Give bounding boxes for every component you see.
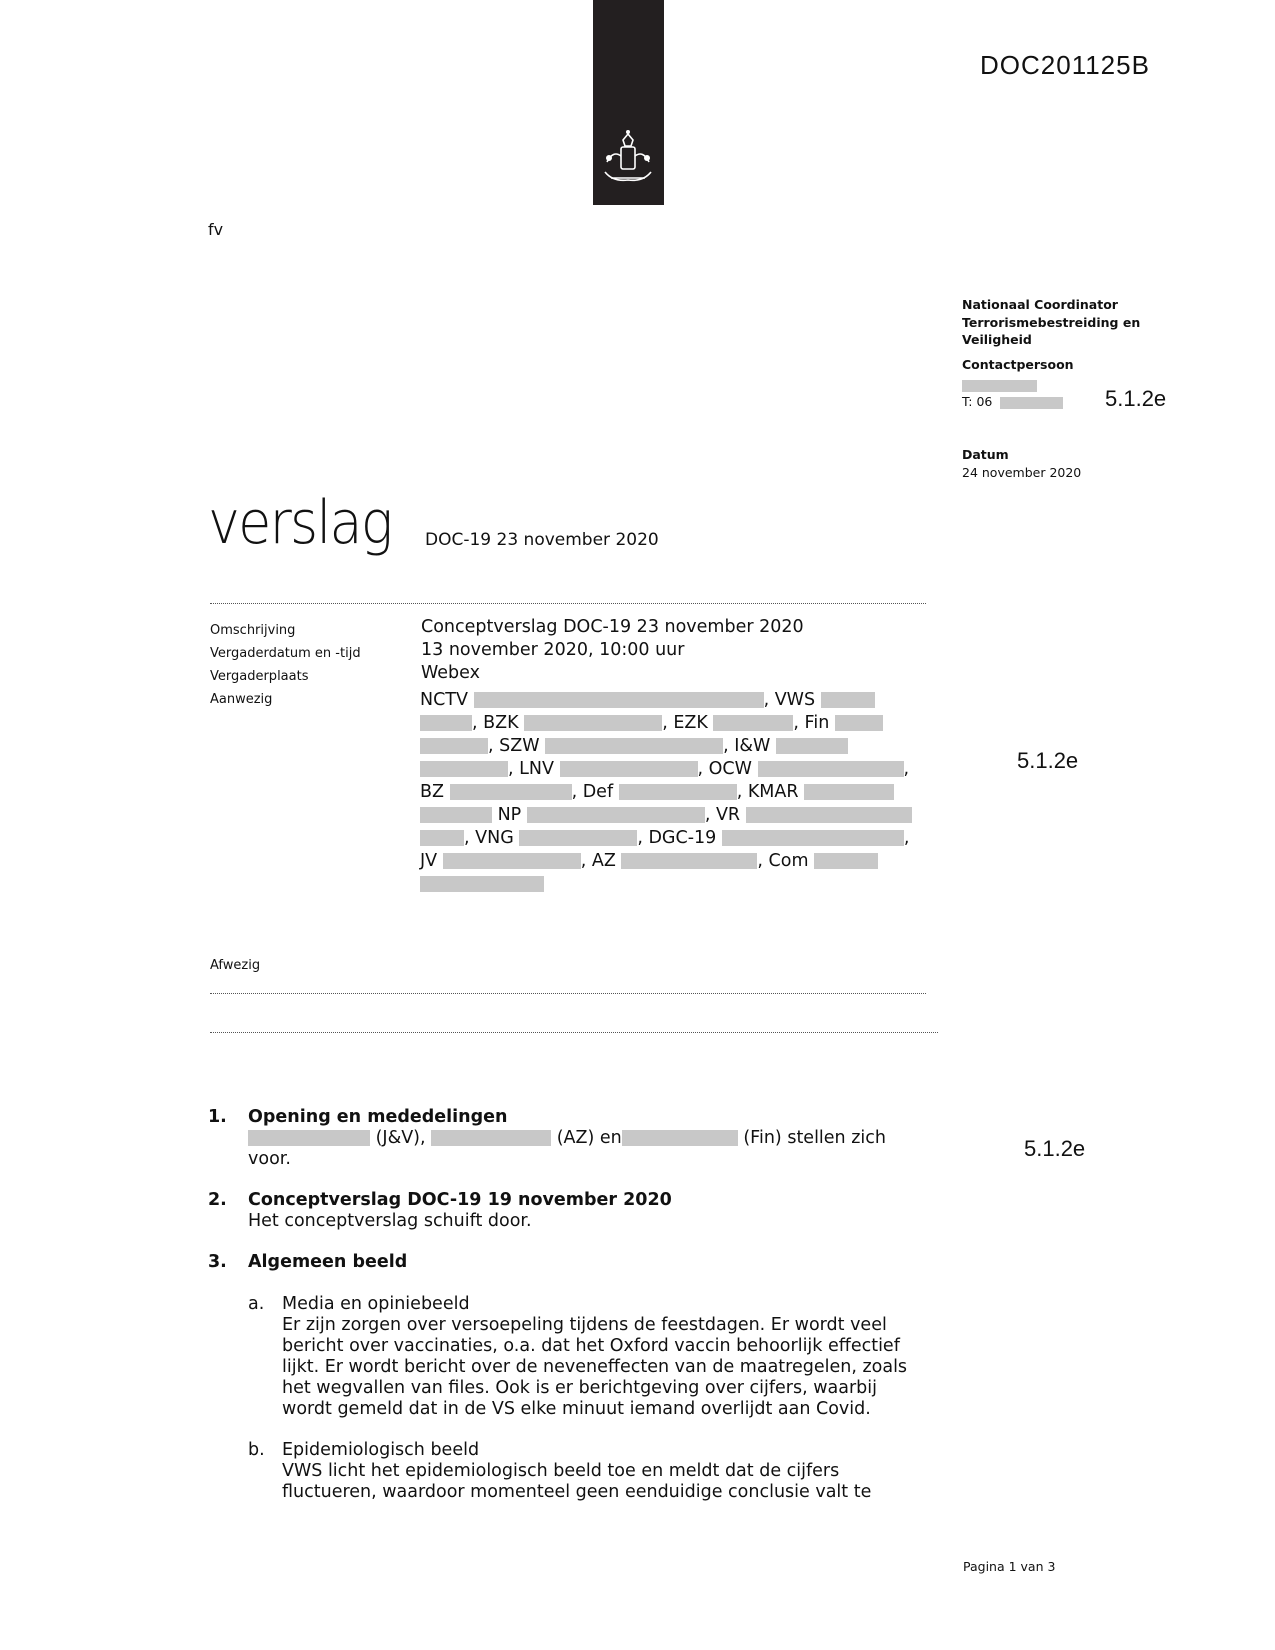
sender-organisation xyxy=(962,296,1140,349)
redacted-block xyxy=(1000,397,1063,409)
org-line-3: Veiligheid xyxy=(962,332,1032,347)
section-title: Opening en mededelingen xyxy=(248,1107,508,1127)
date-value: 24 november 2020 xyxy=(962,465,1082,480)
label-omschrijving: Omschrijving xyxy=(210,623,296,638)
redaction-ground-mark: 5.1.2e xyxy=(1024,1136,1086,1161)
document-id: DOC201125B xyxy=(980,50,1150,80)
section-number: 3. xyxy=(208,1252,227,1272)
subsection-letter: b. xyxy=(248,1440,265,1460)
divider xyxy=(210,603,926,604)
attendees-line: , SZW , I&W xyxy=(420,735,940,758)
contact-label: Contactpersoon xyxy=(962,357,1074,372)
attendees-line xyxy=(420,873,940,896)
attendees-list xyxy=(420,689,940,896)
omschrijving-value: Conceptverslag DOC-19 23 november 2020 xyxy=(421,617,804,637)
attendees-line: BZ , Def , KMAR xyxy=(420,781,940,804)
org-line-1: Nationaal Coordinator xyxy=(962,297,1118,312)
contact-phone xyxy=(962,393,1063,411)
attendees-line: NCTV , VWS xyxy=(420,689,940,712)
divider xyxy=(210,1032,938,1033)
attendees-line: NP , VR xyxy=(420,804,940,827)
section-body: (J&V), (AZ) en (Fin) stellen zich voor. xyxy=(248,1128,886,1169)
redacted-block xyxy=(962,380,1037,392)
document-type-title: verslag xyxy=(208,488,392,558)
page-number: Pagina 1 van 3 xyxy=(963,1559,1056,1574)
label-afwezig: Afwezig xyxy=(210,958,261,973)
org-line-2: Terrorismebestreiding en xyxy=(962,314,1141,330)
attendees-line: JV , AZ , Com xyxy=(420,850,940,873)
label-aanwezig: Aanwezig xyxy=(210,692,273,707)
label-vergaderplaats: Vergaderplaats xyxy=(210,669,309,684)
section-title: Conceptverslag DOC-19 19 november 2020 xyxy=(248,1190,672,1210)
section-body: Het conceptverslag schuift door. xyxy=(248,1211,532,1231)
handwritten-note: fv xyxy=(208,220,224,239)
redaction-ground-mark: 5.1.2e xyxy=(1105,386,1167,411)
subsection-epidemiology: Epidemiologisch beeld VWS licht het epidemiologisch beeld toe en meldt dat de cijfers fluctueren, waardoor momenteel geen eenduidige conclusie valt te xyxy=(282,1440,872,1502)
date-label: Datum xyxy=(962,447,1009,462)
redaction-ground-mark: 5.1.2e xyxy=(1017,748,1079,773)
vergaderplaats-value: Webex xyxy=(421,663,480,683)
subsection-letter: a. xyxy=(248,1294,265,1314)
attendees-line: , BZK , EZK , Fin xyxy=(420,712,940,735)
subsection-media: Media en opiniebeeld Er zijn zorgen over versoepeling tijdens de feestdagen. Er wordt veel bericht over vaccinaties, o.a. dat het Oxford vaccin behoorlijk effectief lijkt. Er wordt bericht over de neveneffecten van de maatregelen, zoals het wegvallen van files. Ook is er berichtgeving over cijfers, waarbij wordt gemeld dat in de VS elke minuut iemand overlijdt aan Covid. xyxy=(282,1294,908,1419)
attendees-line: , LNV , OCW , xyxy=(420,758,940,781)
label-vergaderdatum: Vergaderdatum en -tijd xyxy=(210,646,361,661)
attendees-line: , VNG , DGC-19 , xyxy=(420,827,940,850)
divider xyxy=(210,993,926,994)
government-logo-bar xyxy=(593,0,664,205)
section-title: Algemeen beeld xyxy=(248,1252,408,1272)
vergaderdatum-value: 13 november 2020, 10:00 uur xyxy=(421,640,685,660)
section-number: 2. xyxy=(208,1190,227,1210)
coat-of-arms-icon xyxy=(593,0,664,205)
phone-prefix: T: 06 xyxy=(962,394,993,409)
section-number: 1. xyxy=(208,1107,227,1127)
document-subtitle: DOC-19 23 november 2020 xyxy=(425,530,659,550)
